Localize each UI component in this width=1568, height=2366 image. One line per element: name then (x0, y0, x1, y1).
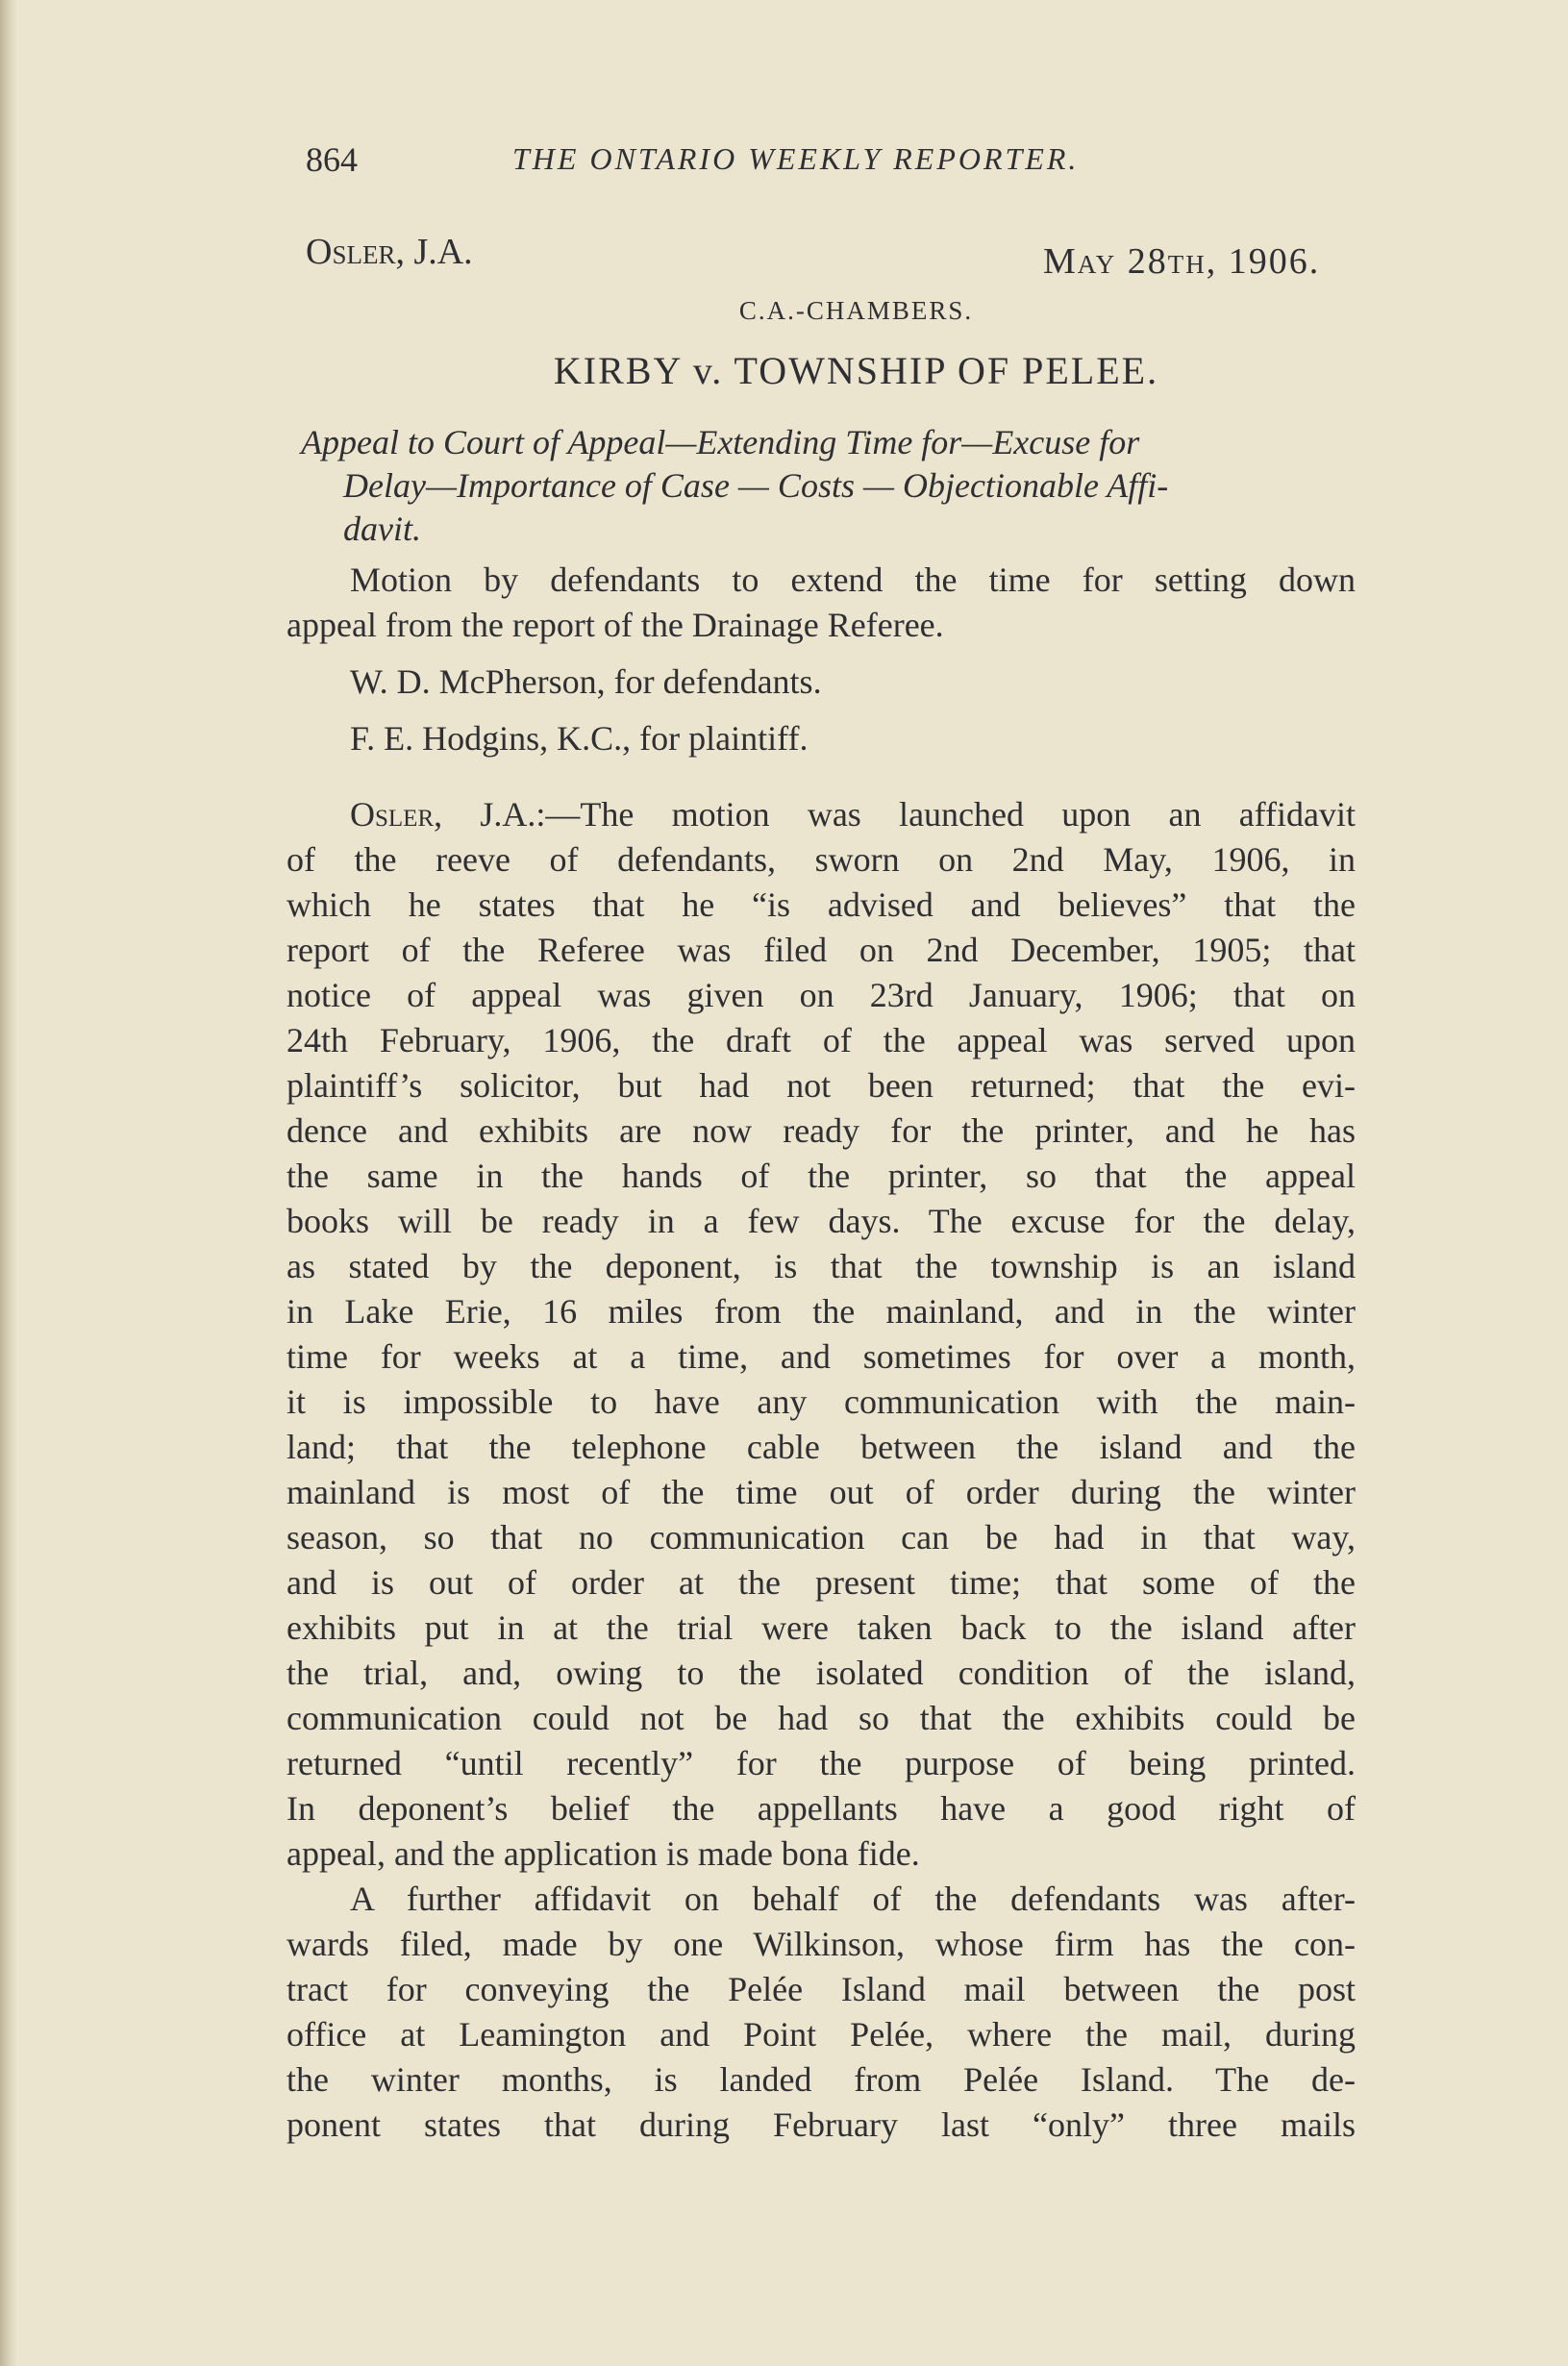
judge-prefix: Osler, J.A. (350, 795, 536, 834)
text-line: communication could not be had so that the exhibits could be (286, 1699, 1356, 1737)
text-line (286, 792, 1356, 837)
text-line: appeal, and the application is made bona fide. (286, 1834, 920, 1873)
text-line: ponent states that during February last “only” three mails (286, 2105, 1356, 2144)
judge-name: Osler, J.A. (306, 232, 473, 272)
case-title: KIRBY v. TOWNSHIP OF PELEE. (553, 349, 1159, 392)
text-line: A further affidavit on behalf of the defendants was after- (350, 1880, 1356, 1918)
text-line: mainland is most of the time out of order during the winter (286, 1473, 1356, 1511)
text-line: appeal from the report of the Drainage Referee. (286, 606, 944, 644)
text-line: 24th February, 1906, the draft of the appeal was served upon (286, 1021, 1356, 1059)
text-line: which he states that he “is advised and believes” that the (286, 885, 1356, 924)
text-line: office at Leamington and Point Pelée, where the mail, during (286, 2015, 1356, 2054)
court-name: C.A.-CHAMBERS. (738, 296, 974, 325)
text-line: books will be ready in a few days. The excuse for the delay, (286, 1202, 1356, 1240)
text-line: the winter months, is landed from Pelée Island. The de- (286, 2060, 1356, 2099)
text-line: in Lake Erie, 16 miles from the mainland, and in the winter (286, 1292, 1356, 1331)
counsel-defendants (286, 660, 1356, 705)
text-line: notice of appeal was given on 23rd January, 1906; that on (286, 976, 1356, 1014)
headnote-line: Appeal to Court of Appeal—Extending Time for—Excuse for (301, 423, 1140, 461)
body-text (286, 558, 1356, 2148)
text-line: returned “until recently” for the purpose of being printed. (286, 1744, 1356, 1782)
headnote-line: Delay—Importance of Case — Costs — Objectionable Affi- (343, 466, 1169, 505)
text-line: of the reeve of defendants, sworn on 2nd May, 1906, in (286, 840, 1356, 879)
headnote (301, 421, 1354, 551)
judgment-date: May 28th, 1906. (1043, 241, 1321, 282)
text-line: Motion by defendants to extend the time for setting down (350, 560, 1356, 599)
headnote-line: davit. (343, 510, 421, 548)
counsel-plaintiff (286, 716, 1356, 761)
text-line: it is impossible to have any communication with the main- (286, 1382, 1356, 1421)
text-line: as stated by the deponent, is that the township is an island (286, 1247, 1356, 1285)
judgment-paragraph (286, 792, 1356, 1877)
text-line: the same in the hands of the printer, so that the appeal (286, 1157, 1356, 1195)
running-title: THE ONTARIO WEEKLY REPORTER. (512, 141, 1080, 176)
text-line: dence and exhibits are now ready for the printer, and he has (286, 1111, 1356, 1150)
text-line: plaintiff’s solicitor, but had not been returned; that the evi- (286, 1066, 1356, 1105)
page-header (306, 139, 1161, 187)
further-affidavit-paragraph (286, 1877, 1356, 2148)
text-line: wards filed, made by one Wilkinson, whose firm has the con- (286, 1925, 1356, 1963)
text-line: In deponent’s belief the appellants have a good right of (286, 1789, 1356, 1828)
text-line: season, so that no communication can be had in that way, (286, 1518, 1356, 1557)
text-line: F. E. Hodgins, K.C., for plaintiff. (350, 719, 809, 758)
text-line: land; that the telephone cable between the island and the (286, 1428, 1356, 1466)
page-number: 864 (306, 140, 358, 179)
text-line: and is out of order at the present time; that some of the (286, 1563, 1356, 1602)
text-line: tract for conveying the Pelée Island mail between the post (286, 1970, 1356, 2008)
motion-paragraph (286, 558, 1356, 648)
text-line: exhibits put in at the trial were taken back to the island after (286, 1608, 1356, 1647)
text-line: report of the Referee was filed on 2nd December, 1905; that (286, 931, 1356, 969)
text-line: W. D. McPherson, for defendants. (350, 662, 822, 701)
text-line: the trial, and, owing to the isolated condition of the island, (286, 1654, 1356, 1692)
judgment-first-line: :—The motion was launched upon an affidavit (535, 795, 1356, 834)
text-line: time for weeks at a time, and sometimes for over a month, (286, 1337, 1356, 1376)
